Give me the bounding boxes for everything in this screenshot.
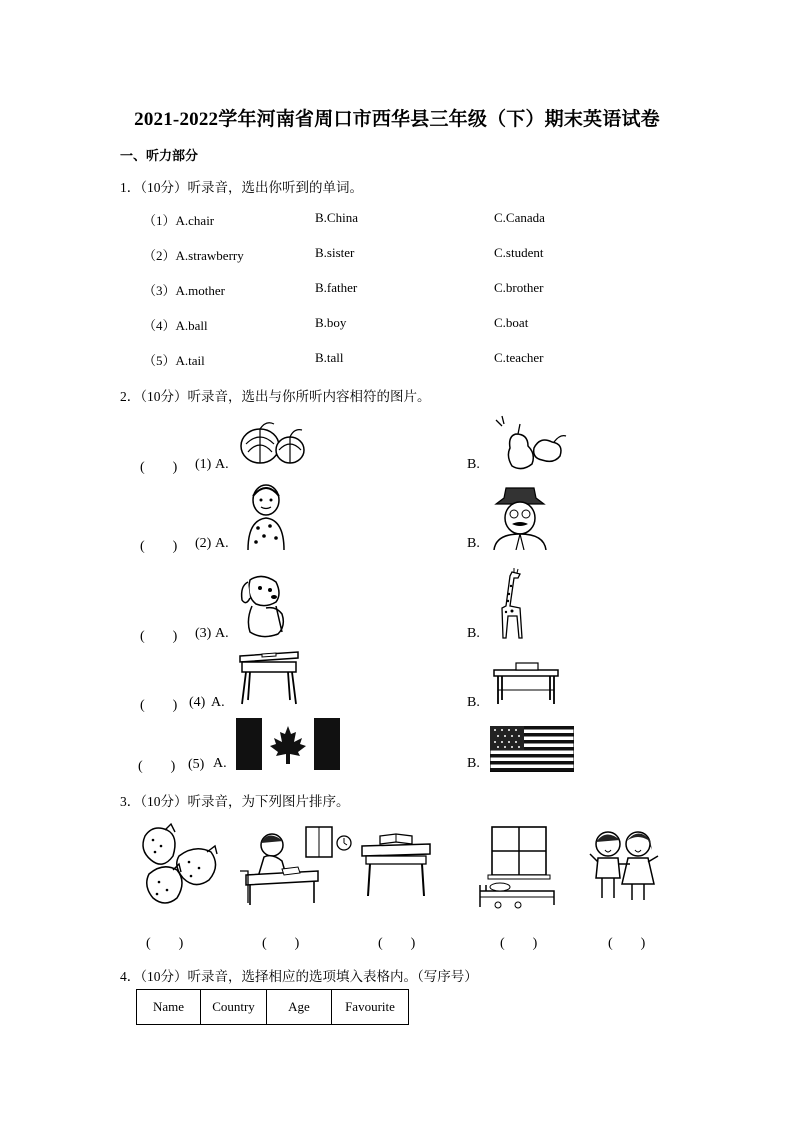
table-header-cell: Country — [201, 990, 267, 1025]
option-b-label: B. — [467, 756, 480, 771]
option-b: B.boy — [315, 315, 347, 330]
option-b-label: B. — [467, 536, 480, 551]
desk-book-icon — [360, 832, 432, 898]
option-row-2 — [143, 245, 244, 264]
answer-table — [136, 989, 409, 1025]
option-a: A.ball — [175, 318, 208, 333]
answer-blank[interactable]: ( ) — [500, 936, 538, 951]
item-number: (1) — [195, 457, 212, 472]
option-number: （1） — [143, 213, 176, 228]
option-a: A.chair — [175, 213, 215, 228]
watermelon-icon — [238, 416, 308, 466]
answer-blank[interactable]: ( ) — [140, 629, 178, 644]
table-header-row — [137, 990, 409, 1025]
option-a-label: A. — [215, 536, 229, 551]
item-number: (3) — [195, 626, 212, 641]
usa-flag-icon — [490, 726, 574, 772]
option-a: A.strawberry — [175, 248, 244, 263]
two-kids-icon — [588, 828, 660, 904]
option-a-label: A. — [215, 626, 229, 641]
girl-reading-icon — [238, 823, 356, 907]
giraffe-icon — [492, 568, 528, 642]
answer-blank[interactable]: ( ) — [140, 539, 178, 554]
option-c: C.brother — [494, 280, 544, 295]
page-title: 2021-2022学年河南省周口市西华县三年级（下）期末英语试卷 — [134, 109, 660, 130]
option-row-1 — [143, 210, 214, 229]
option-b-label: B. — [467, 457, 480, 472]
option-c: C.student — [494, 245, 544, 260]
answer-blank[interactable]: ( ) — [608, 936, 646, 951]
grandfather-icon — [490, 486, 550, 550]
option-c: C.Canada — [494, 210, 545, 225]
window-bed-icon — [478, 825, 558, 909]
option-b-label: B. — [467, 626, 480, 641]
item-number: (4) — [189, 695, 206, 710]
option-number: （2） — [143, 248, 176, 263]
option-c: C.boat — [494, 315, 529, 330]
option-b: B.sister — [315, 245, 355, 260]
question-3-prompt: 3．（10分）听录音，为下列图片排序。 — [120, 794, 350, 809]
answer-blank[interactable]: ( ) — [138, 759, 176, 774]
grandmother-icon — [240, 482, 292, 552]
table-icon — [492, 660, 560, 706]
pear-icon — [488, 414, 570, 472]
item-number: (2) — [195, 536, 212, 551]
desk-icon — [236, 650, 302, 706]
table-header-cell: Age — [267, 990, 332, 1025]
question-1-prompt: 1．（10分）听录音，选出你听到的单词。 — [120, 180, 363, 195]
option-number: （4） — [143, 318, 176, 333]
option-a: A.mother — [175, 283, 225, 298]
answer-blank[interactable]: ( ) — [378, 936, 416, 951]
answer-blank[interactable]: ( ) — [262, 936, 300, 951]
answer-blank[interactable]: ( ) — [146, 936, 184, 951]
option-b: B.China — [315, 210, 358, 225]
answer-blank[interactable]: ( ) — [140, 698, 178, 713]
option-a-label: A. — [211, 695, 225, 710]
option-row-4 — [143, 315, 208, 334]
option-b: B.tall — [315, 350, 344, 365]
option-a: A.tail — [175, 353, 205, 368]
option-a-label: A. — [215, 457, 229, 472]
strawberry-icon — [137, 822, 227, 908]
option-number: （5） — [143, 353, 176, 368]
table-header-cell: Favourite — [332, 990, 409, 1025]
dog-icon — [236, 570, 292, 640]
table-header-cell: Name — [137, 990, 201, 1025]
option-b: B.father — [315, 280, 358, 295]
option-b-label: B. — [467, 695, 480, 710]
canada-flag-icon — [236, 718, 340, 770]
question-4-prompt: 4．（10分）听录音，选择相应的选项填入表格内。（写序号） — [120, 969, 478, 984]
answer-blank[interactable]: ( ) — [140, 460, 178, 475]
option-row-3 — [143, 280, 225, 299]
question-2-prompt: 2．（10分）听录音，选出与你所听内容相符的图片。 — [120, 389, 431, 404]
option-number: （3） — [143, 283, 176, 298]
option-c: C.teacher — [494, 350, 544, 365]
item-number: (5) — [188, 757, 205, 772]
option-a-label: A. — [213, 756, 227, 771]
section-heading: 一、听力部分 — [120, 148, 199, 163]
option-row-5 — [143, 350, 205, 369]
